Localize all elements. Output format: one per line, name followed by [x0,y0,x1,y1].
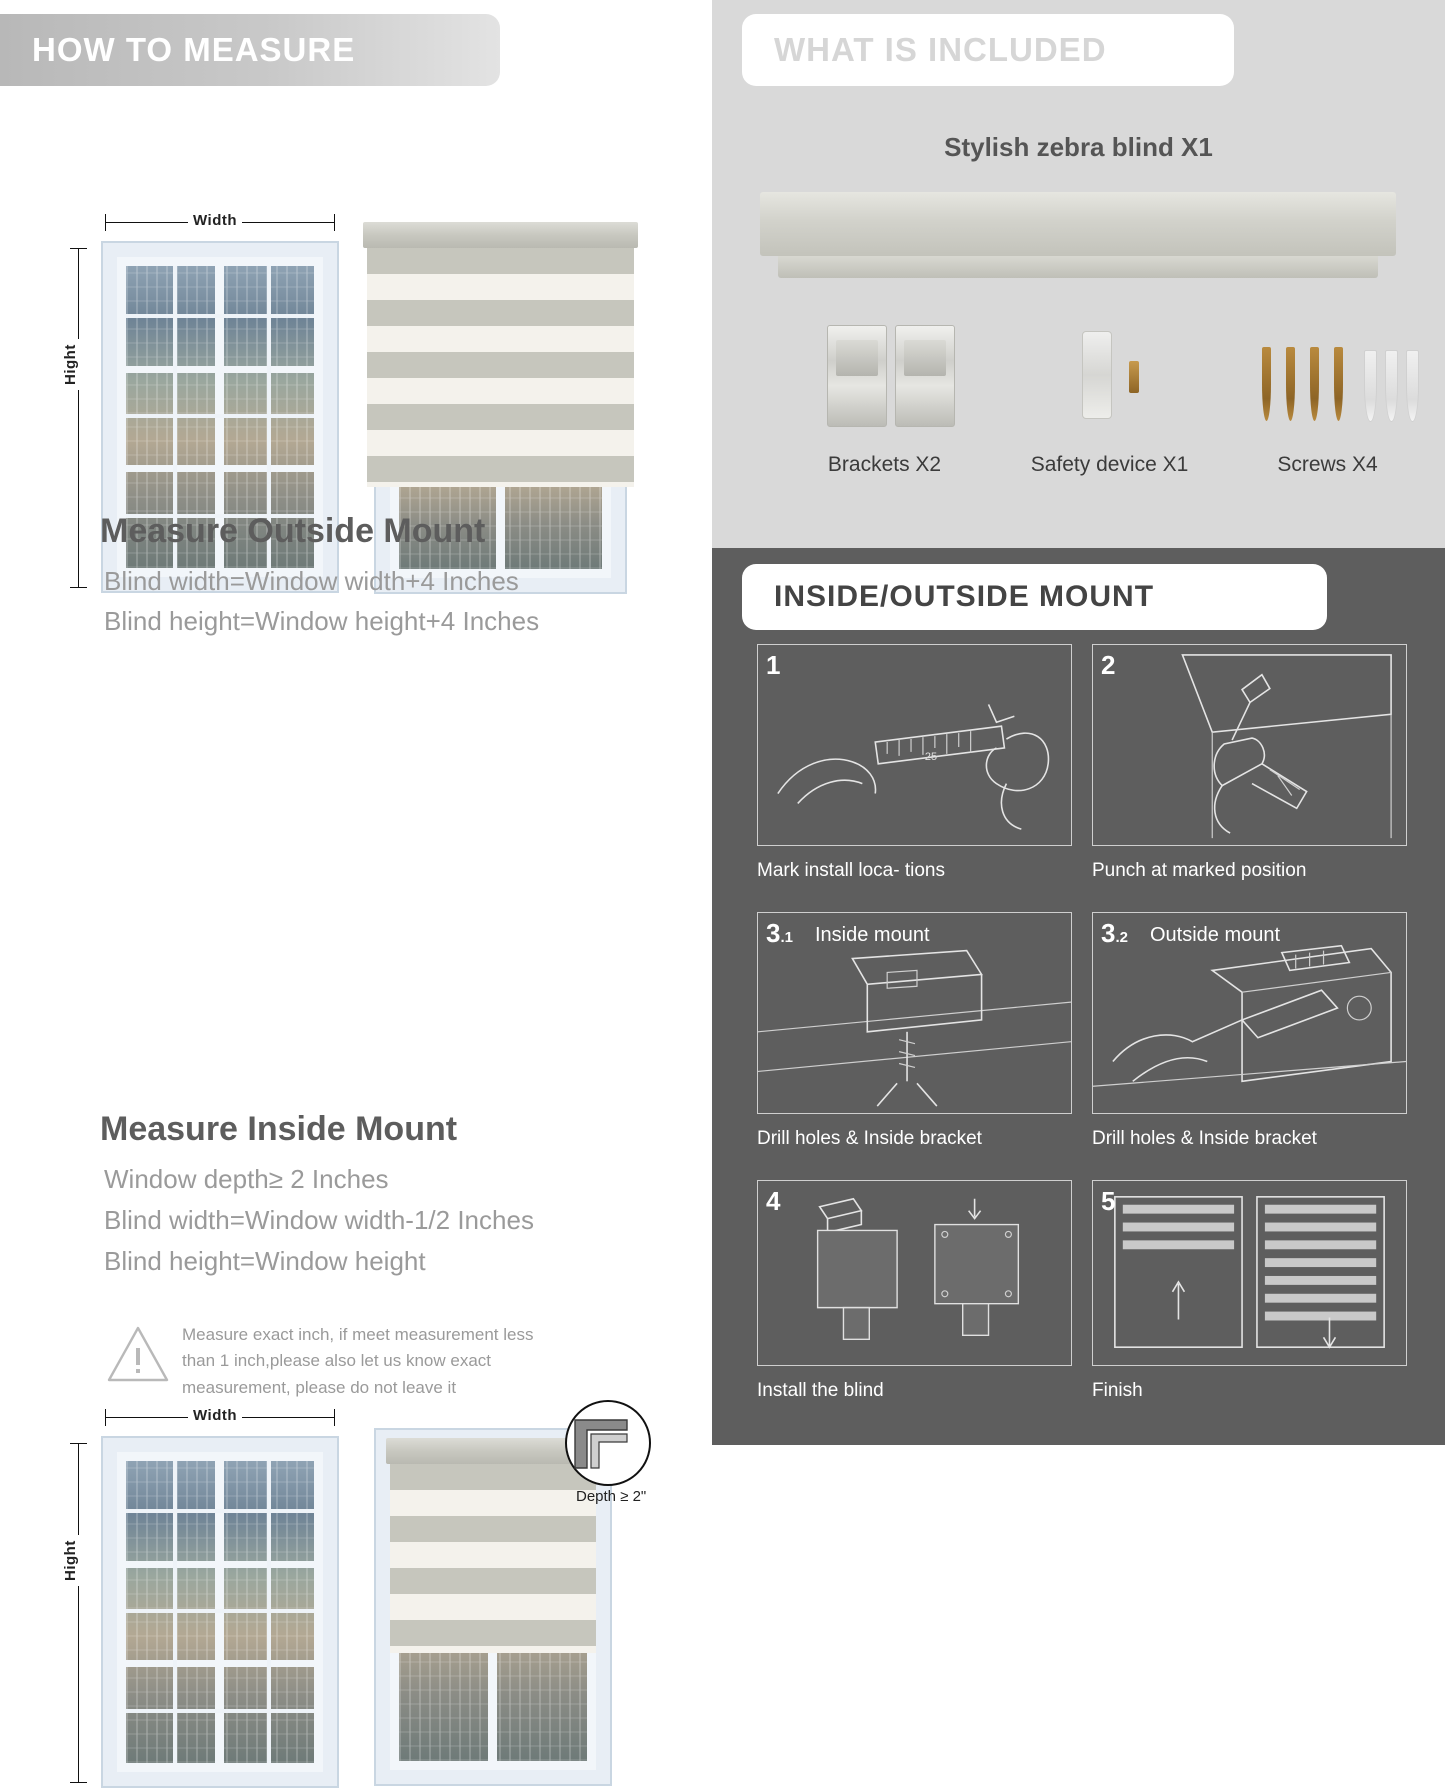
inside-mount-line-3: Blind height=Window height [104,1246,426,1276]
mount-step-3-1-subtitle: Inside mount [815,924,930,946]
mount-step-3-2-subtitle: Outside mount [1150,924,1281,946]
measure-note-line-1: Measure exact inch, if meet measurement less [182,1325,534,1344]
zebra-blind-product-image [760,192,1396,292]
svg-text:25: 25 [924,750,938,763]
mount-step-5 [1092,1180,1407,1420]
bracket-icon [827,325,887,427]
screw-icon [1262,347,1271,421]
wall-anchor-icon [1385,350,1398,422]
mount-step-4-number: 4 [766,1186,781,1216]
outside-mount-diagram [0,100,712,500]
outside-mount-line-1: Blind width=Window width+4 Inches [104,566,519,596]
inside-mount-heading: Measure Inside Mount [100,1110,458,1148]
drill-icon [1093,645,1406,845]
mount-step-3-2-number: 3.2 [1101,918,1128,948]
screw-icon [1129,361,1139,393]
screw-icon [1310,347,1319,421]
how-to-measure-title: HOW TO MEASURE [32,31,356,68]
part-safety-device-label: Safety device X1 [1030,453,1189,476]
inside-height-label: Hight [62,1535,79,1586]
included-product-title: Stylish zebra blind X1 [944,132,1213,162]
outside-mount-heading: Measure Outside Mount [100,512,486,550]
finished-blind-icon [1093,1181,1406,1365]
screw-icon [1334,347,1343,421]
mount-step-2-caption: Punch at marked position [1092,860,1307,881]
part-brackets-label: Brackets X2 [827,453,942,476]
mount-step-1-number: 1 [766,650,781,680]
mount-step-3-1 [757,912,1072,1162]
mount-step-3-1-number: 3.1 [766,918,793,948]
mount-step-1-caption: Mark install loca- tions [757,860,945,881]
hand-measuring-icon [758,645,1071,845]
inside-width-label: Width [188,1407,242,1424]
warning-triangle-icon [105,1322,171,1386]
mount-step-1 [757,644,1072,894]
inside-outside-mount-banner [742,564,1327,630]
wall-anchor-icon [1406,350,1419,422]
what-is-included-banner [742,14,1234,86]
mount-step-5-caption: Finish [1092,1380,1143,1401]
how-to-measure-banner [0,14,500,86]
measure-note-line-3: measurement, please do not leave it [182,1377,457,1397]
bracket-icon [895,325,955,427]
inside-mount-line-2: Blind width=Window width-1/2 Inches [104,1205,534,1235]
what-is-included-title: WHAT IS INCLUDED [774,31,1107,68]
install-blind-icon [758,1181,1071,1365]
outside-height-label: Hight [62,339,79,390]
inside-outside-mount-panel [712,548,1445,1445]
safety-device-icon [1082,331,1112,419]
included-parts-row [752,325,1402,495]
mount-steps [757,644,1407,1414]
depth-label: Depth ≥ 2" [576,1488,647,1505]
mount-step-2-number: 2 [1101,650,1116,680]
mount-step-4-caption: Install the blind [757,1380,884,1401]
measure-note-line-2: than 1 inch,please also let us know exact [182,1351,492,1371]
mount-step-3-1-caption: Drill holes & Inside bracket [757,1128,982,1149]
inside-outside-mount-title: INSIDE/OUTSIDE MOUNT [774,580,1155,613]
wall-anchor-icon [1364,350,1377,422]
outside-mount-line-2: Blind height=Window height+4 Inches [104,606,540,636]
blind-outside-mount [363,222,638,487]
outside-width-label: Width [188,212,242,229]
window-inside-reference [101,1436,339,1788]
mount-step-2 [1092,644,1407,894]
how-to-measure-panel [0,0,712,1581]
what-is-included-panel [712,0,1445,548]
mount-step-4 [757,1180,1072,1420]
part-screws-label: Screws X4 [1277,453,1378,476]
mount-step-5-number: 5 [1101,1186,1116,1216]
mount-step-3-2 [1092,912,1407,1162]
measure-note [182,1322,652,1401]
inside-mount-line-1: Window depth≥ 2 Inches [104,1164,389,1194]
mount-step-3-2-caption: Drill holes & Inside bracket [1092,1128,1317,1149]
screw-icon [1286,347,1295,421]
